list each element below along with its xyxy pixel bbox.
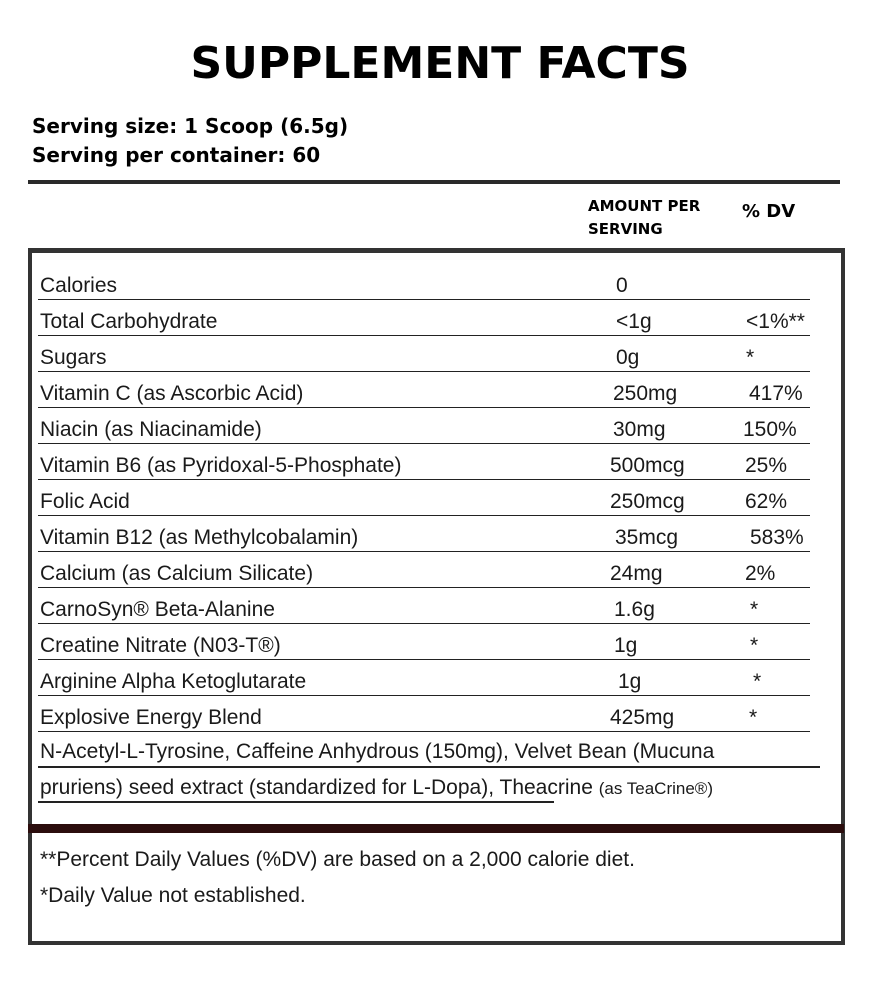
nutrient-name: Calories — [40, 274, 118, 297]
blend-divider — [38, 766, 820, 768]
nutrient-name: Creatine Nitrate (N03-T®) — [40, 634, 281, 657]
nutrient-amount: 30mg — [613, 418, 666, 441]
nutrient-amount: 35mcg — [615, 526, 679, 549]
serving-size: Serving size: 1 Scoop (6.5g) — [32, 114, 349, 138]
nutrient-dv: 150% — [743, 418, 797, 441]
servings-per-container: Serving per container: 60 — [32, 143, 321, 167]
nutrient-row-sugars — [38, 335, 810, 371]
nutrient-dv: * — [750, 634, 759, 657]
nutrient-name: Niacin (as Niacinamide) — [40, 418, 262, 441]
nutrient-name: Folic Acid — [40, 490, 130, 513]
nutrient-name: Vitamin B12 (as Methylcobalamin) — [40, 526, 359, 549]
nutrient-name: Explosive Energy Blend — [40, 706, 262, 729]
page-title: SUPPLEMENT FACTS — [190, 38, 690, 89]
nutrient-name: Total Carbohydrate — [40, 310, 218, 333]
blend-divider — [38, 801, 554, 803]
nutrient-amount: 425mg — [610, 706, 675, 729]
nutrient-amount: 0 — [616, 274, 628, 297]
nutrient-dv: * — [750, 598, 759, 621]
nutrient-amount: <1g — [616, 310, 652, 333]
nutrient-amount: 250mcg — [610, 490, 685, 513]
dv-not-established-footnote: *Daily Value not established. — [40, 884, 306, 907]
row-divider — [38, 731, 810, 733]
nutrient-row-energy-blend — [38, 695, 810, 731]
nutrient-dv: * — [749, 706, 758, 729]
nutrient-dv: 25% — [745, 454, 788, 477]
nutrient-amount: 1.6g — [614, 598, 655, 621]
nutrient-name: Vitamin B6 (as Pyridoxal-5-Phosphate) — [40, 454, 402, 477]
nutrient-dv: 2% — [745, 562, 776, 585]
blend-line-2-small: (as TeaCrine®) — [598, 779, 713, 798]
nutrient-row-calories — [38, 263, 810, 299]
nutrient-row-beta-alanine — [38, 587, 810, 623]
nutrient-name: Calcium (as Calcium Silicate) — [40, 562, 314, 585]
nutrient-name: Vitamin C (as Ascorbic Acid) — [40, 382, 304, 405]
percent-dv-footnote: **Percent Daily Values (%DV) are based on a 2,000 calorie diet. — [40, 848, 635, 871]
nutrient-name: Arginine Alpha Ketoglutarate — [40, 670, 307, 693]
nutrient-amount: 250mg — [613, 382, 678, 405]
nutrient-row-vitamin-b6 — [38, 443, 810, 479]
nutrient-dv: 62% — [745, 490, 788, 513]
amount-header-line2: SERVING — [588, 220, 663, 238]
nutrient-dv: <1%** — [746, 310, 805, 333]
nutrient-row-calcium — [38, 551, 810, 587]
nutrient-row-arginine-akg — [38, 659, 810, 695]
nutrient-dv: 583% — [750, 526, 804, 549]
nutrient-amount: 24mg — [610, 562, 663, 585]
amount-column-header — [588, 195, 728, 241]
amount-header-line1: AMOUNT PER — [588, 197, 701, 215]
blend-line-2-text: pruriens) seed extract (standardized for L-Dopa), Theacrine — [40, 776, 593, 799]
dv-column-header: % DV — [742, 201, 796, 222]
nutrient-row-creatine-nitrate — [38, 623, 810, 659]
top-divider — [28, 180, 840, 184]
nutrient-row-folic-acid — [38, 479, 810, 515]
nutrient-amount: 500mcg — [610, 454, 685, 477]
nutrient-dv: 417% — [749, 382, 803, 405]
blend-ingredients-line-1: N-Acetyl-L-Tyrosine, Caffeine Anhydrous (150mg), Velvet Bean (Mucuna — [40, 740, 715, 763]
blend-ingredients-line-2 — [40, 776, 713, 800]
nutrient-dv: * — [753, 670, 762, 693]
nutrient-row-vitamin-b12 — [38, 515, 810, 551]
nutrient-row-total-carbohydrate — [38, 299, 810, 335]
nutrient-dv: * — [746, 346, 755, 369]
nutrient-amount: 0g — [616, 346, 640, 369]
nutrient-amount: 1g — [614, 634, 638, 657]
nutrient-amount: 1g — [618, 670, 642, 693]
nutrient-name: CarnoSyn® Beta-Alanine — [40, 598, 275, 621]
footnote-divider-bar — [28, 824, 844, 833]
nutrient-row-vitamin-c — [38, 371, 810, 407]
nutrient-name: Sugars — [40, 346, 107, 369]
nutrient-row-niacin — [38, 407, 810, 443]
